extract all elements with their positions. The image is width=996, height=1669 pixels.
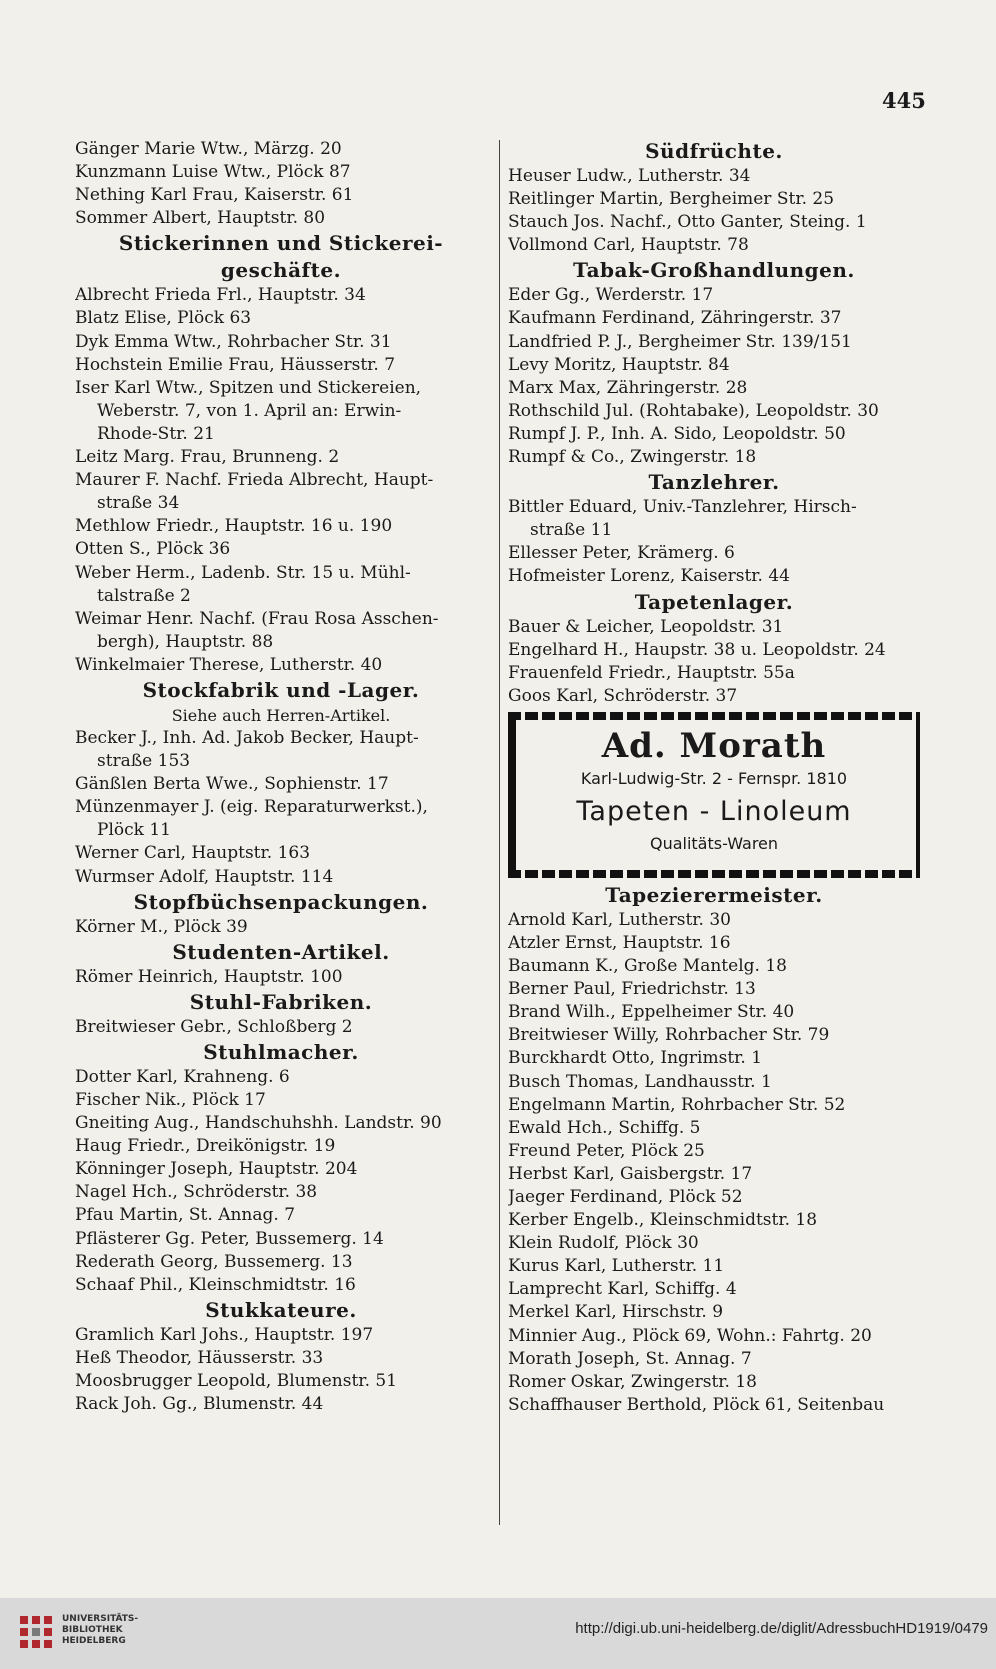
directory-entry: Dotter Karl, Krahneng. 6 <box>75 1066 290 1087</box>
section-heading: geschäfte. <box>220 258 342 283</box>
directory-entry: Marx Max, Zähringerstr. 28 <box>508 377 748 398</box>
directory-entry: Kurus Karl, Lutherstr. 11 <box>508 1256 725 1277</box>
left-column <box>75 138 487 1416</box>
directory-entry: Goos Karl, Schröderstr. 37 <box>508 685 738 706</box>
entry-continuation: straße 34 <box>97 493 180 514</box>
section-heading: Stopfbüchsenpackungen. <box>133 889 429 914</box>
directory-entry: Hofmeister Lorenz, Kaiserstr. 44 <box>508 566 790 587</box>
section-heading: Tanzlehrer. <box>648 470 780 495</box>
directory-entry: Werner Carl, Hauptstr. 163 <box>75 843 311 864</box>
section-heading: Südfrüchte. <box>645 139 783 163</box>
directory-entry: Wurmser Adolf, Hauptstr. 114 <box>75 866 334 887</box>
ad-address: Karl-Ludwig-Str. 2 - Fernspr. 1810 <box>580 768 848 788</box>
directory-entry: Pflästerer Gg. Peter, Bussemerg. 14 <box>75 1228 384 1249</box>
library-logo-icon <box>16 1612 56 1652</box>
directory-entry: Kunzmann Luise Wtw., Plöck 87 <box>75 162 351 183</box>
section-heading: Tabak-Großhandlungen. <box>573 258 855 283</box>
directory-entry: Rumpf J. P., Inh. A. Sido, Leopoldstr. 50 <box>508 423 846 444</box>
cross-reference-note: Siehe auch Herren-Artikel. <box>171 705 391 725</box>
directory-entry: Romer Oskar, Zwingerstr. 18 <box>508 1371 757 1392</box>
directory-entry: Baumann K., Große Mantelg. 18 <box>508 956 787 977</box>
column-divider <box>499 140 500 1525</box>
directory-entry: Eder Gg., Werderstr. 17 <box>508 285 714 306</box>
directory-entry: Vollmond Carl, Hauptstr. 78 <box>508 235 749 256</box>
directory-entry: Heß Theodor, Häusserstr. 33 <box>75 1347 324 1368</box>
directory-entry: Frauenfeld Friedr., Hauptstr. 55a <box>508 662 795 683</box>
directory-entry: Ellesser Peter, Krämerg. 6 <box>508 543 735 564</box>
directory-entry: Fischer Nik., Plöck 17 <box>75 1090 266 1110</box>
directory-entry: Brand Wilh., Eppelheimer Str. 40 <box>508 1002 795 1023</box>
entry-continuation: talstraße 2 <box>97 585 191 606</box>
entry-continuation: Weberstr. 7, von 1. April an: Erwin- <box>97 400 402 421</box>
directory-entry: Haug Friedr., Dreikönigstr. 19 <box>75 1136 336 1157</box>
directory-entry: Breitwieser Gebr., Schloßberg 2 <box>75 1016 353 1037</box>
section-heading: Stukkateure. <box>205 1297 357 1322</box>
directory-entry: Jaeger Ferdinand, Plöck 52 <box>508 1187 743 1207</box>
source-url-link[interactable]: http://digi.ub.uni-heidelberg.de/diglit/AdressbuchHD1919/0479 <box>575 1620 988 1637</box>
directory-entry: Pfau Martin, St. Annag. 7 <box>75 1205 296 1226</box>
directory-entry: Busch Thomas, Landhausstr. 1 <box>508 1071 772 1092</box>
directory-entry: Rederath Georg, Bussemerg. 13 <box>75 1251 353 1272</box>
directory-entry: Weimar Henr. Nachf. (Frau Rosa Asschen- <box>75 608 439 629</box>
right-column <box>508 138 920 1417</box>
directory-entry: Rack Joh. Gg., Blumenstr. 44 <box>75 1394 324 1415</box>
directory-entry: Moosbrugger Leopold, Blumenstr. 51 <box>75 1371 398 1392</box>
section-heading: Tapezierermeister. <box>605 882 823 907</box>
directory-entry: Kerber Engelb., Kleinschmidtstr. 18 <box>508 1210 818 1231</box>
directory-entry: Könninger Joseph, Hauptstr. 204 <box>75 1159 358 1180</box>
directory-entry: Stauch Jos. Nachf., Otto Ganter, Steing. 1 <box>508 212 867 233</box>
directory-entry: Landfried P. J., Bergheimer Str. 139/151 <box>508 331 852 352</box>
entry-continuation: Rhode-Str. 21 <box>97 423 215 444</box>
directory-entry: Kaufmann Ferdinand, Zähringerstr. 37 <box>508 308 842 329</box>
ad-products: Tapeten - Linoleum <box>576 795 852 827</box>
directory-entry: Burckhardt Otto, Ingrimstr. 1 <box>508 1048 763 1069</box>
directory-entry: Merkel Karl, Hirschstr. 9 <box>508 1302 724 1323</box>
directory-entry: Ewald Hch., Schiffg. 5 <box>508 1117 701 1138</box>
directory-entry: Herbst Karl, Gaisbergstr. 17 <box>508 1163 753 1184</box>
entry-continuation: bergh), Hauptstr. 88 <box>97 631 274 652</box>
directory-entry: Freund Peter, Plöck 25 <box>508 1140 705 1161</box>
section-heading: Stickerinnen und Stickerei- <box>118 231 444 256</box>
directory-entry: Schaffhauser Berthold, Plöck 61, Seitenbau <box>508 1394 885 1415</box>
directory-entry: Breitwieser Willy, Rohrbacher Str. 79 <box>508 1025 830 1046</box>
directory-entry: Winkelmaier Therese, Lutherstr. 40 <box>75 654 383 675</box>
directory-entry: Morath Joseph, St. Annag. 7 <box>508 1348 752 1369</box>
directory-entry: Heuser Ludw., Lutherstr. 34 <box>508 166 751 186</box>
directory-entry: Leitz Marg. Frau, Brunneng. 2 <box>75 447 340 468</box>
library-name-line: HEIDELBERG <box>62 1636 126 1646</box>
directory-entry: Gramlich Karl Johs., Hauptstr. 197 <box>75 1324 374 1345</box>
directory-entry: Gänger Marie Wtw., Märzg. 20 <box>75 139 342 159</box>
directory-entry: Becker J., Inh. Ad. Jakob Becker, Haupt- <box>75 727 419 748</box>
section-heading: Tapetenlager. <box>634 589 794 614</box>
directory-entry: Sommer Albert, Hauptstr. 80 <box>75 208 326 229</box>
library-name-line: BIBLIOTHEK <box>62 1625 123 1635</box>
entry-continuation: straße 153 <box>97 751 191 772</box>
directory-entry: Berner Paul, Friedrichstr. 13 <box>508 979 756 1000</box>
advertisement-box <box>508 712 920 878</box>
directory-entry: Hochstein Emilie Frau, Häusserstr. 7 <box>75 354 396 375</box>
directory-entry: Münzenmayer J. (eig. Reparaturwerkst.), <box>75 797 428 818</box>
directory-entry: Albrecht Frieda Frl., Hauptstr. 34 <box>75 285 366 306</box>
directory-entry: Reitlinger Martin, Bergheimer Str. 25 <box>508 189 835 210</box>
footer-bar <box>0 1598 996 1669</box>
directory-entry: Atzler Ernst, Hauptstr. 16 <box>508 932 731 953</box>
directory-entry: Bauer & Leicher, Leopoldstr. 31 <box>508 616 784 637</box>
directory-entry: Klein Rudolf, Plöck 30 <box>508 1233 699 1254</box>
directory-entry: Dyk Emma Wtw., Rohrbacher Str. 31 <box>75 331 392 352</box>
directory-entry: Minnier Aug., Plöck 69, Wohn.: Fahrtg. 20 <box>508 1325 872 1346</box>
directory-entry: Weber Herm., Ladenb. Str. 15 u. Mühl- <box>75 562 411 583</box>
entry-continuation: straße 11 <box>530 520 613 541</box>
library-name <box>62 1614 138 1647</box>
directory-entry: Maurer F. Nachf. Frieda Albrecht, Haupt- <box>75 470 434 491</box>
section-heading: Stuhlmacher. <box>203 1039 359 1064</box>
entry-continuation: Plöck 11 <box>97 820 171 841</box>
directory-entry: Lamprecht Karl, Schiffg. 4 <box>508 1279 737 1300</box>
ad-title: Ad. Morath <box>601 725 827 766</box>
directory-entry: Iser Karl Wtw., Spitzen und Stickereien, <box>75 377 422 398</box>
library-name-line: UNIVERSITÄTS- <box>62 1614 139 1624</box>
directory-entry: Nagel Hch., Schröderstr. 38 <box>75 1182 318 1203</box>
directory-entry: Levy Moritz, Hauptstr. 84 <box>508 354 730 375</box>
directory-entry: Engelmann Martin, Rohrbacher Str. 52 <box>508 1094 846 1115</box>
directory-entry: Rothschild Jul. (Rohtabake), Leopoldstr. 30 <box>508 400 879 421</box>
directory-entry: Nething Karl Frau, Kaiserstr. 61 <box>75 185 354 206</box>
directory-entry: Gneiting Aug., Handschuhshh. Landstr. 90 <box>75 1113 442 1134</box>
directory-entry: Methlow Friedr., Hauptstr. 16 u. 190 <box>75 516 393 537</box>
section-heading: Studenten-Artikel. <box>172 939 390 964</box>
page-number: 445 <box>882 88 926 113</box>
section-heading: Stuhl-Fabriken. <box>189 989 373 1014</box>
directory-entry: Blatz Elise, Plöck 63 <box>75 308 252 329</box>
section-heading: Stockfabrik und -Lager. <box>142 677 420 702</box>
directory-entry: Schaaf Phil., Kleinschmidtstr. 16 <box>75 1274 356 1295</box>
directory-entry: Otten S., Plöck 36 <box>75 539 231 560</box>
ad-quality: Qualitäts-Waren <box>649 833 779 853</box>
directory-entry: Rumpf & Co., Zwingerstr. 18 <box>508 447 757 468</box>
directory-entry: Engelhard H., Haupstr. 38 u. Leopoldstr. 24 <box>508 639 886 660</box>
directory-entry: Römer Heinrich, Hauptstr. 100 <box>75 966 343 987</box>
directory-entry: Bittler Eduard, Univ.-Tanzlehrer, Hirsch- <box>508 497 857 518</box>
directory-entry: Gänßlen Berta Wwe., Sophienstr. 17 <box>75 774 389 795</box>
directory-entry: Körner M., Plöck 39 <box>75 916 248 937</box>
directory-entry: Arnold Karl, Lutherstr. 30 <box>508 909 731 930</box>
